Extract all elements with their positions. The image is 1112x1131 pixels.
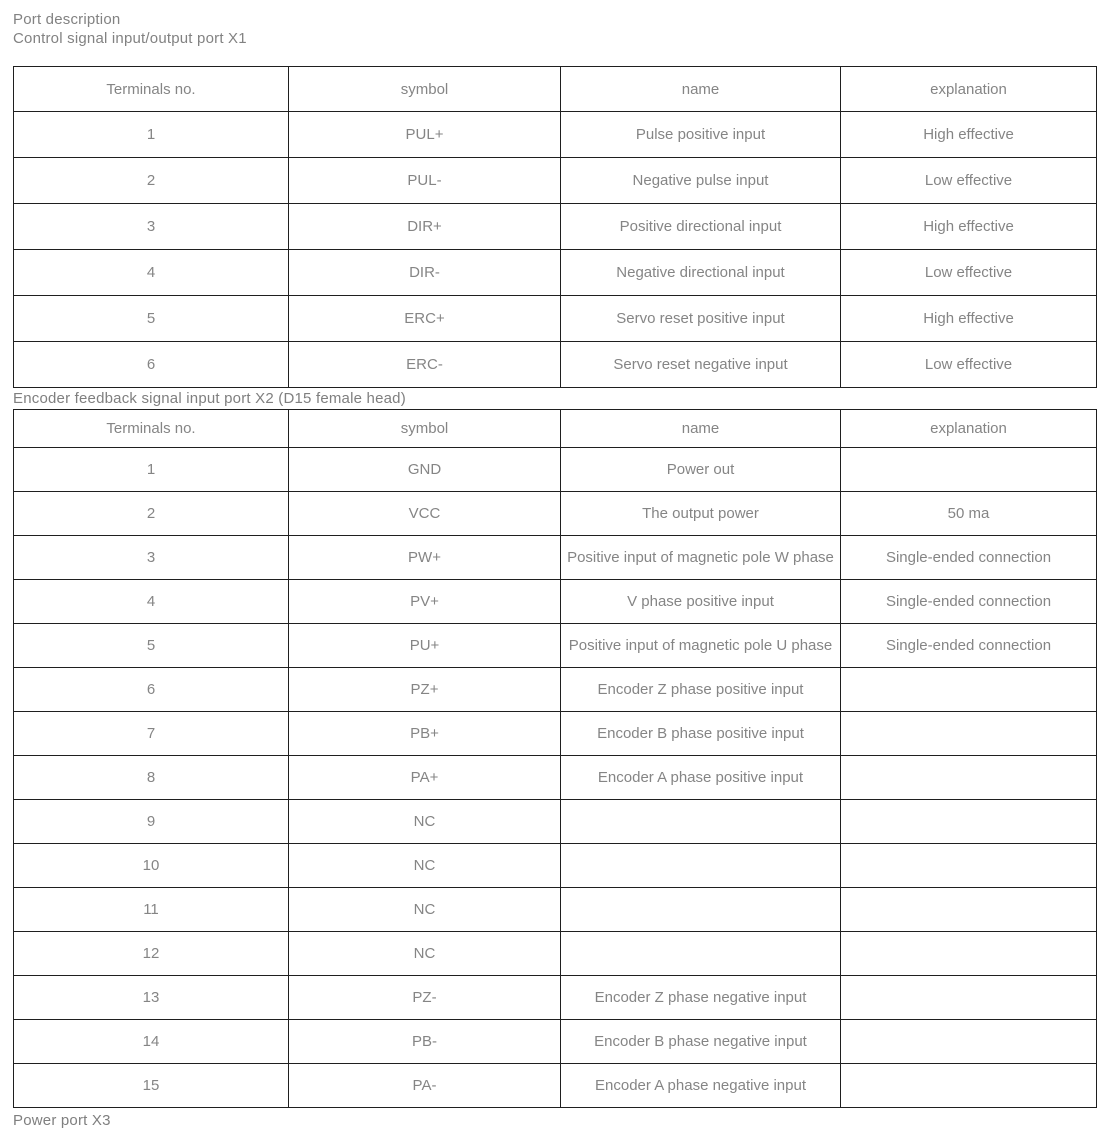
table-cell: Servo reset negative input [561,342,841,388]
table-cell: Encoder Z phase negative input [561,976,841,1020]
table-cell: 14 [14,1020,289,1064]
table-cell: Low effective [841,250,1097,296]
table-cell: 6 [14,668,289,712]
table-row [14,1064,1097,1108]
table-cell: 1 [14,448,289,492]
table-cell [841,668,1097,712]
table-cell: NC [289,800,561,844]
table-cell: Negative directional input [561,250,841,296]
table-cell: 3 [14,536,289,580]
table-cell: 13 [14,976,289,1020]
table-cell: DIR+ [289,204,561,250]
table-cell: PUL- [289,158,561,204]
control-signal-port-subtitle: Control signal input/output port X1 [13,30,247,47]
table-cell [561,800,841,844]
table-row [14,536,1097,580]
table-cell [841,1064,1097,1108]
table-row [14,1020,1097,1064]
table-cell: 12 [14,932,289,976]
table-cell [841,1020,1097,1064]
table-row [14,800,1097,844]
table-cell: Negative pulse input [561,158,841,204]
table-row [14,342,1097,388]
table-cell: High effective [841,296,1097,342]
table-cell: Pulse positive input [561,112,841,158]
table-cell [561,932,841,976]
table-cell: Positive input of magnetic pole W phase [561,536,841,580]
table-cell: V phase positive input [561,580,841,624]
table-cell [841,800,1097,844]
table-row [14,250,1097,296]
table-cell: 50 ma [841,492,1097,536]
table-cell: Servo reset positive input [561,296,841,342]
table-cell: Encoder A phase positive input [561,756,841,800]
table-cell: PZ- [289,976,561,1020]
table-cell [841,448,1097,492]
table-cell [841,756,1097,800]
table-cell: PU+ [289,624,561,668]
column-header: Terminals no. [14,410,289,448]
table-cell: GND [289,448,561,492]
table-row [14,112,1097,158]
table-row [14,624,1097,668]
table-cell: 1 [14,112,289,158]
table-cell: 2 [14,492,289,536]
table-cell [841,976,1097,1020]
table-cell: PV+ [289,580,561,624]
table-row [14,580,1097,624]
table-cell: Single-ended connection [841,624,1097,668]
table-row [14,888,1097,932]
table-cell: Encoder Z phase positive input [561,668,841,712]
table-cell: 5 [14,624,289,668]
table-row [14,296,1097,342]
table-cell: 7 [14,712,289,756]
table-cell: NC [289,888,561,932]
table-cell: High effective [841,204,1097,250]
table-cell [841,888,1097,932]
table-cell: 15 [14,1064,289,1108]
table-cell: Positive input of magnetic pole U phase [561,624,841,668]
table-cell: 3 [14,204,289,250]
table-row [14,712,1097,756]
table-cell [561,844,841,888]
table-cell: The output power [561,492,841,536]
table-cell: Power out [561,448,841,492]
table-cell: 4 [14,250,289,296]
table-cell: Low effective [841,342,1097,388]
table-cell: PB+ [289,712,561,756]
encoder-feedback-port-label: Encoder feedback signal input port X2 (D15 female head) [13,390,406,407]
table-cell: NC [289,932,561,976]
table-cell: 2 [14,158,289,204]
table-row [14,448,1097,492]
table-cell: DIR- [289,250,561,296]
column-header: explanation [841,410,1097,448]
table-cell: Single-ended connection [841,580,1097,624]
power-port-label: Power port X3 [13,1112,111,1129]
table-cell: PZ+ [289,668,561,712]
table-cell: PA+ [289,756,561,800]
table-cell: ERC+ [289,296,561,342]
table-cell: 6 [14,342,289,388]
table-cell: Encoder B phase positive input [561,712,841,756]
table-row [14,668,1097,712]
encoder-feedback-table [13,409,1097,1108]
header-row [14,67,1097,112]
table-cell [841,844,1097,888]
table-cell [841,712,1097,756]
table-cell: 9 [14,800,289,844]
table-cell: NC [289,844,561,888]
table-cell: 11 [14,888,289,932]
column-header: name [561,67,841,112]
table-cell: PUL+ [289,112,561,158]
table-cell: Encoder B phase negative input [561,1020,841,1064]
table-row [14,492,1097,536]
header-row [14,410,1097,448]
table-cell: Positive directional input [561,204,841,250]
table-cell: 8 [14,756,289,800]
table-cell: 10 [14,844,289,888]
table-cell: VCC [289,492,561,536]
table-cell: 4 [14,580,289,624]
table-cell: Encoder A phase negative input [561,1064,841,1108]
control-signal-io-table [13,66,1097,388]
table-cell: PA- [289,1064,561,1108]
table-row [14,158,1097,204]
table-cell [561,888,841,932]
table-cell: PW+ [289,536,561,580]
column-header: symbol [289,410,561,448]
table-cell: ERC- [289,342,561,388]
table-row [14,204,1097,250]
column-header: explanation [841,67,1097,112]
table-cell: Low effective [841,158,1097,204]
table-cell: Single-ended connection [841,536,1097,580]
table-row [14,932,1097,976]
table-cell [841,932,1097,976]
column-header: name [561,410,841,448]
table-cell: PB- [289,1020,561,1064]
table-cell: 5 [14,296,289,342]
table-row [14,976,1097,1020]
table-cell: High effective [841,112,1097,158]
port-description-title: Port description [13,11,121,28]
table-row [14,844,1097,888]
column-header: Terminals no. [14,67,289,112]
table-row [14,756,1097,800]
column-header: symbol [289,67,561,112]
